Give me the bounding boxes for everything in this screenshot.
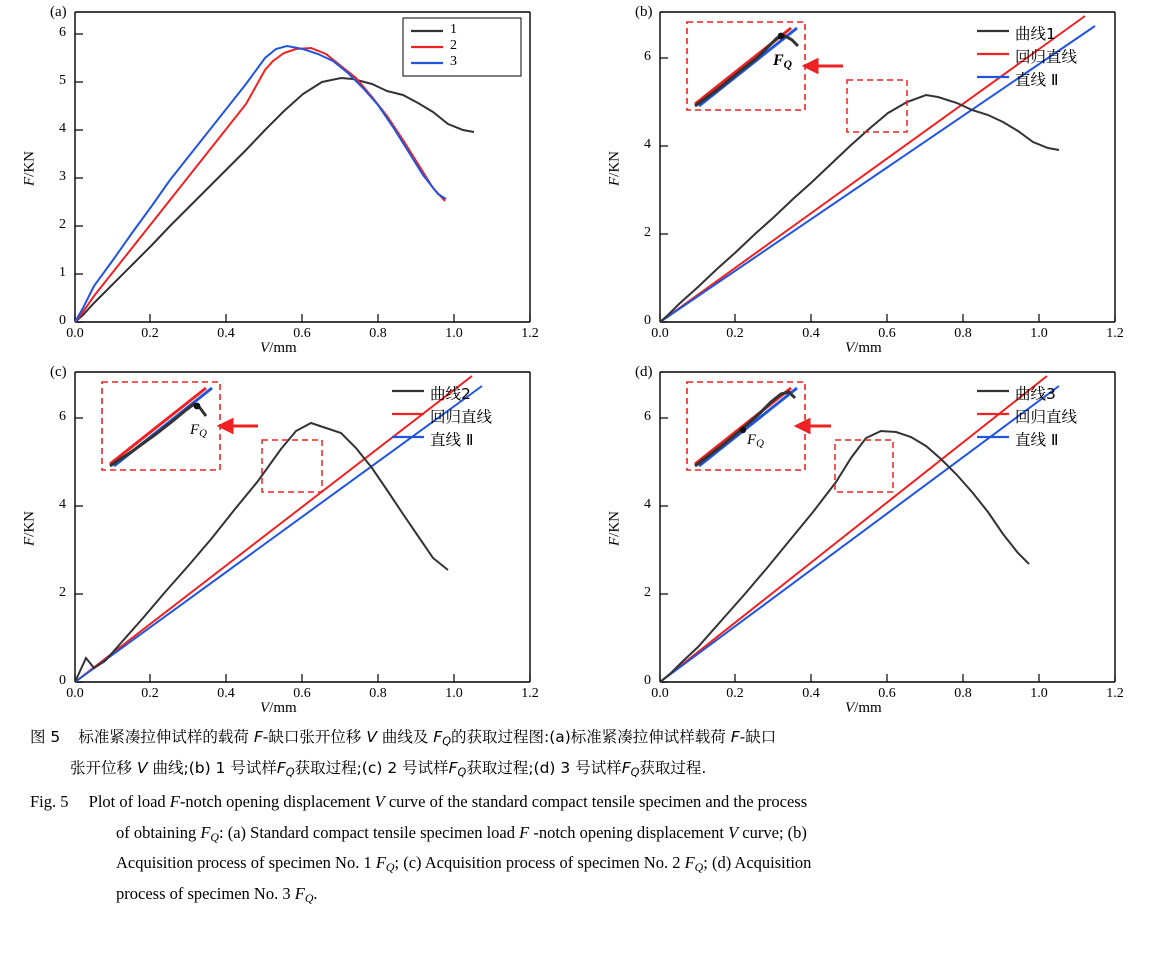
figure-caption [0,722,1170,910]
axis-title-x-d: V/mm [845,700,882,716]
ytick-a-0: 0 [59,313,66,328]
axis-title-x-a: V/mm [260,340,297,356]
ytick-a-2: 2 [59,217,66,232]
caption-en-line-2 [30,818,1170,849]
chart-panel-c [10,360,570,715]
caption-en-line-4 [30,879,1170,910]
xtick-d-6: 1.2 [1106,686,1124,701]
xtick-c-4: 0.8 [369,686,387,701]
xtick-c-6: 1.2 [521,686,539,701]
inset-content-d [695,388,797,466]
legend-c-item-2: 直线 Ⅱ [430,431,474,449]
legend-d-item-1: 回归直线 [1015,408,1078,426]
axis-title-y-a: F/KN [21,151,38,187]
legend-c [392,391,424,437]
ytick-a-4: 4 [59,121,66,136]
inset-arrow-b [805,60,843,72]
ytick-b-3: 6 [644,49,651,64]
xtick-c-5: 1.0 [445,686,463,701]
xtick-d-1: 0.2 [726,686,744,701]
ytick-a-6: 6 [59,25,66,40]
panel-label-d: (d) [635,364,653,380]
secant-line-II-d [660,386,1059,682]
axis-title-x-b: V/mm [845,340,882,356]
caption-cn-text-1: 标准紧凑拉伸试样的载荷 F-缺口张开位移 V 曲线及 $F_Q$的获取过程图:(a)标准紧凑拉伸试样载荷 F-缺口 [78,728,777,748]
legend-c-item-0: 曲线2 [430,385,471,403]
ytick-d-1: 2 [644,585,651,600]
xtick-d-5: 1.0 [1030,686,1048,701]
panel-label-c: (c) [50,364,67,380]
ytick-c-1: 2 [59,585,66,600]
xtick-d-4: 0.8 [954,686,972,701]
xtick-d-0: 0.0 [651,686,669,701]
axis-title-y-c: F/KN [21,511,38,547]
legend-a-item-0: 1 [450,22,457,37]
legend-a-item-2: 3 [450,54,457,69]
ytick-a-5: 5 [59,73,66,88]
annotation-fq-c: $F_Q$ [190,422,207,440]
caption-chinese [30,722,1170,783]
series-line-1 [75,78,474,322]
xtick-b-4: 0.8 [954,326,972,341]
caption-en-line-1 [30,787,1170,818]
caption-en-text-1: Plot of load F-notch opening displacement V curve of the standard compact tensile specimen and the process [88,792,808,812]
inset-source-box-c [262,440,322,492]
series-line-3 [75,46,446,322]
caption-cn-text-2: 张开位移 V 曲线;(b) 1 号试样$F_Q$获取过程;(c) 2 号试样$F_Q$获取过程;(d) 3 号试样$F_Q$获取过程. [70,758,707,779]
xtick-d-3: 0.6 [878,686,896,701]
caption-en-text-4: process of specimen No. 3 $F_Q$. [116,884,318,906]
chart-panel-b [595,0,1155,355]
xtick-b-0: 0.0 [651,326,669,341]
legend-a-item-1: 2 [450,38,457,53]
xtick-c-0: 0.0 [66,686,84,701]
annotation-fq-d: $F_Q$ [747,432,764,450]
caption-cn-line-1 [30,722,1170,753]
legend-d-item-0: 曲线3 [1015,385,1056,403]
xtick-b-2: 0.4 [802,326,820,341]
xtick-c-2: 0.4 [217,686,235,701]
ytick-c-2: 4 [59,497,66,512]
inset-source-box-d [835,440,893,492]
chart-panel-d [595,360,1155,715]
ytick-a-1: 1 [59,265,66,280]
xtick-a-6: 1.2 [521,326,539,341]
ytick-c-0: 0 [59,673,66,688]
series-curve-3-d [660,431,1029,682]
xtick-b-3: 0.6 [878,326,896,341]
xtick-c-1: 0.2 [141,686,159,701]
inset-arrow-c [220,420,258,432]
xtick-b-5: 1.0 [1030,326,1048,341]
legend-c-item-1: 回归直线 [430,408,493,426]
caption-cn-label: 图 5 [30,728,61,746]
legend-a [403,18,521,76]
legend-b [977,31,1009,77]
xtick-c-3: 0.6 [293,686,311,701]
ytick-d-0: 0 [644,673,651,688]
inset-source-box-b [847,80,907,132]
axis-title-y-b: F/KN [606,151,623,187]
legend-b-item-1: 回归直线 [1015,48,1078,66]
plot-a-svg [10,0,570,355]
panel-label-b: (b) [635,4,653,20]
caption-cn-line-2 [30,753,1170,784]
caption-english [30,787,1170,910]
ytick-b-2: 4 [644,137,651,152]
xtick-a-2: 0.4 [217,326,235,341]
legend-b-item-0: 曲线1 [1015,25,1056,43]
caption-en-text-3: Acquisition process of specimen No. 1 $F_Q$; (c) Acquisition process of specimen No. 2 $F_Q$; (d) Acquisition [116,853,812,875]
ytick-b-0: 0 [644,313,651,328]
ytick-b-1: 2 [644,225,651,240]
series-curve-1-b [660,95,1059,322]
panel-label-a: (a) [50,4,67,20]
legend-d [977,391,1009,437]
series-line-2 [75,48,445,322]
ytick-d-2: 4 [644,497,651,512]
legend-b-item-2: 直线 Ⅱ [1015,71,1059,89]
axis-title-y-d: F/KN [606,511,623,547]
xtick-b-1: 0.2 [726,326,744,341]
secant-line-II-c [75,386,482,682]
xtick-a-4: 0.8 [369,326,387,341]
ytick-a-3: 3 [59,169,66,184]
xtick-d-2: 0.4 [802,686,820,701]
caption-en-label: Fig. 5 [30,792,69,812]
xtick-a-0: 0.0 [66,326,84,341]
axis-title-x-c: V/mm [260,700,297,716]
xtick-a-1: 0.2 [141,326,159,341]
regression-line-d [660,376,1047,682]
chart-panel-a [10,0,570,355]
xtick-b-6: 1.2 [1106,326,1124,341]
xtick-a-3: 0.6 [293,326,311,341]
caption-en-text-2: of obtaining $F_Q$: (a) Standard compact tensile specimen load F -notch opening displacement V curve; (b) [116,822,807,844]
ytick-d-3: 6 [644,409,651,424]
legend-d-item-2: 直线 Ⅱ [1015,431,1059,449]
inset-arrow-d [797,420,831,432]
ytick-c-3: 6 [59,409,66,424]
caption-en-line-3 [30,848,1170,879]
xtick-a-5: 1.0 [445,326,463,341]
annotation-fq-b: $F_Q$ [773,52,792,71]
